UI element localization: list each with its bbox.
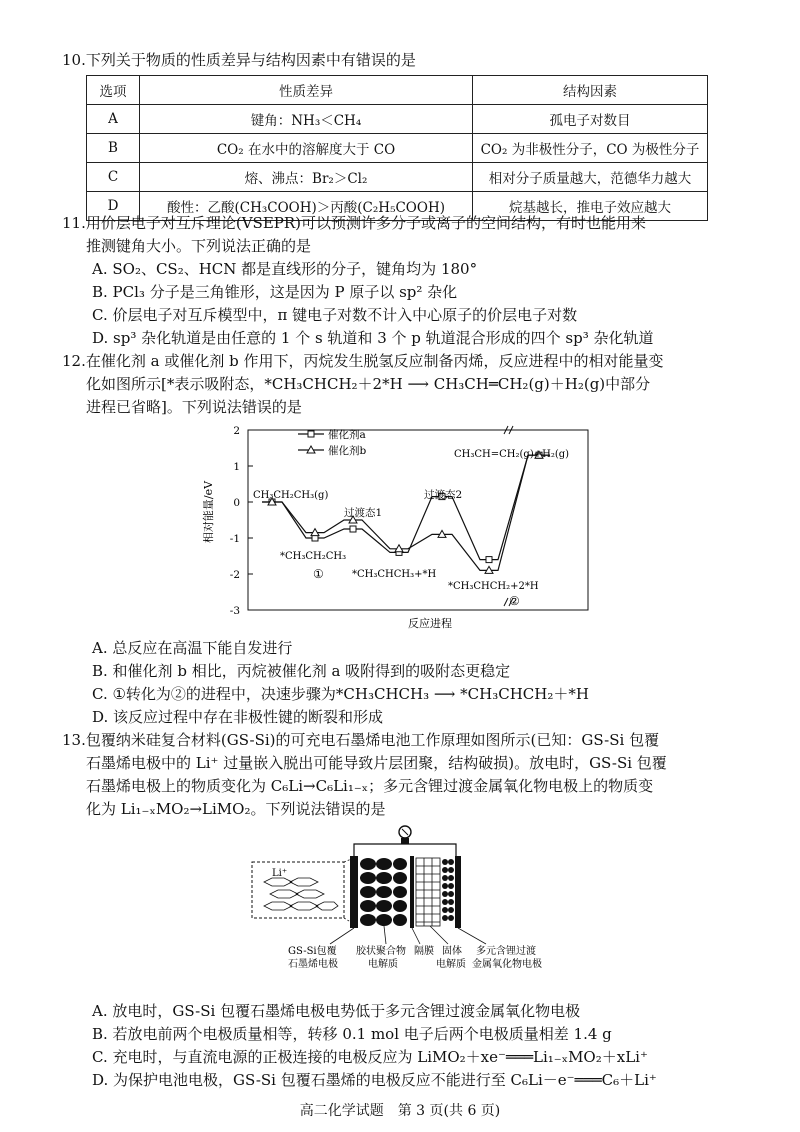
q13-option-d: D. 为保护电池电极，GS-Si 包覆石墨烯的电极反应不能进行至 C₆Li－e⁻═══C₆＋Li⁺ [92, 1071, 657, 1089]
table-cell: 相对分子质量越大，范德华力越大 [473, 163, 708, 192]
table-row [87, 134, 708, 163]
table-cell: CO₂ 为非极性分子，CO 为极性分子 [473, 134, 708, 163]
label-start: CH₃CH₂CH₃(g) [253, 490, 329, 501]
data-point-a [486, 557, 492, 563]
graphene-layers [264, 878, 338, 910]
anode-plate [350, 856, 358, 928]
label-int3-num: ② [509, 594, 520, 608]
table-cell: CO₂ 在水中的溶解度大于 CO [140, 134, 473, 163]
y-tick-label: 0 [233, 497, 240, 509]
external-wire [354, 844, 456, 856]
battery-diagram [250, 820, 550, 970]
label-int2: *CH₃CHCH₃+*H [352, 569, 437, 580]
label-int3: *CH₃CHCH₂+2*H [448, 581, 539, 592]
question-12 [62, 350, 752, 419]
q13-option-b: B. 若放电前两个电极质量相等，转移 0.1 mol 电子后两个电极质量相差 1.4 g [92, 1025, 612, 1043]
solid-electrolyte [416, 858, 440, 926]
chart-labels [201, 428, 569, 630]
table-row [87, 163, 708, 192]
label-gel-2: 电解质 [368, 959, 398, 970]
q12-option-b: B. 和催化剂 b 相比，丙烷被催化剂 a 吸附得到的吸附态更稳定 [92, 662, 511, 680]
q11-option-c: C. 价层电子对互斥模型中，π 键电子对数不计入中心原子的价层电子对数 [92, 306, 578, 324]
table-cell: 键角：NH₃＜CH₄ [140, 105, 473, 134]
legend-marker-a [308, 431, 314, 437]
q11-stem-line1: 11.用价层电子对互斥理论(VSEPR)可以预测许多分子或离子的空间结构，有时也能用来 [62, 214, 647, 232]
q12-option-a: A. 总反应在高温下能自发进行 [92, 639, 293, 657]
label-anode: GS-Si包覆 [288, 946, 337, 957]
legend-label-a: 催化剂a [328, 429, 366, 441]
q12-stem-line2: 化如图所示[*表示吸附态，*CH₃CHCH₂＋2*H ⟶ CH₃CH═CH₂(g)＋H₂(g)中部分 [86, 375, 651, 393]
label-int1-num: ① [313, 567, 324, 581]
q12-options [62, 637, 752, 729]
q11-option-a: A. SO₂、CS₂、HCN 都是直线形的分子，键角均为 180° [92, 260, 478, 278]
q11-option-d: D. sp³ 杂化轨道是由任意的 1 个 s 轨道和 3 个 p 轨道混合形成的四个 sp³ 杂化轨道 [92, 329, 654, 347]
li-ion-label: Li⁺ [272, 868, 288, 879]
q10-table [86, 75, 708, 221]
question-13 [62, 729, 752, 821]
table-header-row [87, 76, 708, 105]
q13-stem-line3: 石墨烯电极上的物质变化为 C₆Li→C₆Li₁₋ₓ；多元含锂过渡金属氧化物电极上的物质变 [86, 777, 654, 795]
label-ts2: 过渡态2 [424, 489, 463, 501]
label-end: CH₃CH=CH₂(g)+H₂(g) [454, 449, 570, 460]
series-line-a [262, 455, 550, 559]
question-11 [62, 212, 752, 350]
separator [410, 856, 414, 928]
table-cell: A [87, 105, 140, 134]
q13-stem-line2: 石墨烯电极中的 Li⁺ 过量嵌入脱出可能导致片层团聚，结构破损)。放电时，GS-Si 包覆 [86, 754, 667, 772]
q13-options [62, 1000, 752, 1092]
table-cell: 熔、沸点：Br₂＞Cl₂ [140, 163, 473, 192]
table-cell: 烷基越长，推电子效应越大 [473, 192, 708, 221]
table-header-cell: 选项 [87, 76, 140, 105]
q13-stem-line4: 化为 Li₁₋ₓMO₂→LiMO₂。下列说法错误的是 [86, 800, 386, 818]
y-tick-label: -3 [229, 605, 240, 617]
q12-stem-line1: 12.在催化剂 a 或催化剂 b 作用下，丙烷发生脱氢反应制备丙烯，反应进程中的相对能量变 [62, 352, 664, 370]
label-gel: 胶状聚合物 [356, 946, 406, 957]
y-axis-label: 相对能量/eV [202, 480, 215, 544]
y-tick-label: 1 [233, 461, 240, 473]
leader-lines [330, 926, 486, 944]
y-tick-label: -2 [229, 569, 240, 581]
q11-option-b: B. PCl₃ 分子是三角锥形，这是因为 P 原子以 sp² 杂化 [92, 283, 458, 301]
data-point-a [350, 526, 356, 532]
page-footer: 高二化学试题 第 3 页(共 6 页) [299, 1103, 501, 1119]
label-int1: *CH₃CH₂CH₃ [280, 551, 347, 562]
q13-option-a: A. 放电时，GS-Si 包覆石墨烯电极电势低于多元含锂过渡金属氧化物电极 [92, 1002, 581, 1020]
q12-option-d: D. 该反应过程中存在非极性键的断裂和形成 [92, 708, 384, 726]
label-cathode-2: 金属氧化物电极 [472, 959, 542, 970]
table-header-cell: 性质差异 [140, 76, 473, 105]
label-solid-2: 电解质 [436, 959, 466, 970]
q13-stem-line1: 13.包覆纳米硅复合材料(GS-Si)的可充电石墨烯电池工作原理如图所示(已知：GS-Si 包覆 [62, 731, 660, 749]
bulb-icon [399, 826, 411, 844]
x-axis-label: 反应进程 [408, 617, 452, 630]
table-header-cell: 结构因素 [473, 76, 708, 105]
gel-electrolyte [360, 858, 407, 926]
label-solid: 固体 [442, 946, 462, 957]
y-tick-label: 2 [233, 425, 240, 437]
q13-option-c: C. 充电时，与直流电源的正极连接的电极反应为 LiMO₂＋xe⁻═══Li₁₋ₓMO₂＋xLi⁺ [92, 1048, 648, 1066]
legend-label-b: 催化剂b [328, 445, 367, 457]
q12-stem-line3: 进程已省略]。下列说法错误的是 [86, 398, 302, 416]
table-cell: D [87, 192, 140, 221]
cathode-particles [442, 859, 454, 921]
q11-stem-line2: 推测键角大小。下列说法正确的是 [86, 237, 312, 255]
cathode-plate [455, 856, 461, 928]
table-cell: 酸性：乙酸(CH₃COOH)＞丙酸(C₂H₅COOH) [140, 192, 473, 221]
label-cathode: 多元含锂过渡 [476, 946, 536, 957]
table-cell: B [87, 134, 140, 163]
q12-option-c: C. ①转化为②的进程中，决速步骤为*CH₃CHCH₃ ⟶ *CH₃CHCH₂＋*H [92, 685, 589, 703]
question-10 [62, 49, 752, 72]
table-cell: 孤电子对数目 [473, 105, 708, 134]
energy-profile-chart [200, 422, 600, 634]
q10-stem: 10.下列关于物质的性质差异与结构因素中有错误的是 [62, 51, 416, 69]
table-row [87, 105, 708, 134]
table-cell: C [87, 163, 140, 192]
label-anode-2: 石墨烯电极 [288, 959, 338, 970]
label-ts1: 过渡态1 [344, 507, 383, 519]
y-tick-label: -1 [229, 533, 240, 545]
label-separator: 隔膜 [414, 946, 434, 957]
